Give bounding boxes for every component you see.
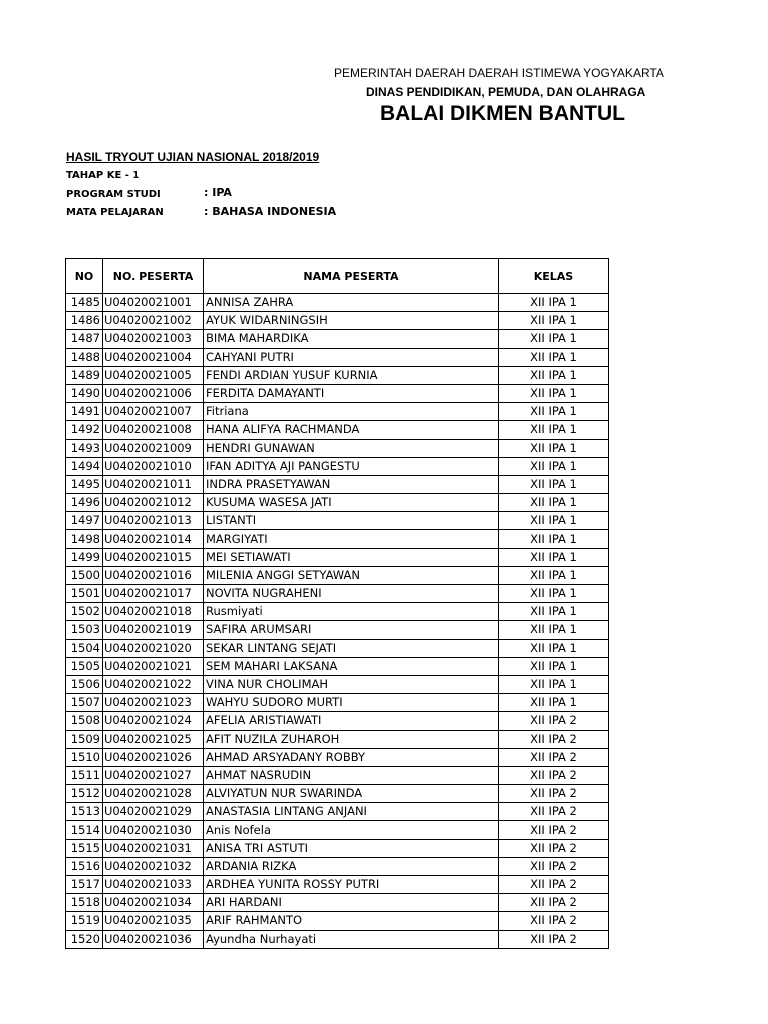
cell-no-peserta: U04020021028	[103, 785, 204, 803]
cell-kelas: XII IPA 2	[499, 748, 609, 766]
cell-nama-peserta: ARI HARDANI	[204, 894, 499, 912]
cell-nama-peserta: LISTANTI	[204, 512, 499, 530]
cell-no-peserta: U04020021029	[103, 803, 204, 821]
cell-kelas: XII IPA 1	[499, 457, 609, 475]
table-row	[66, 730, 609, 748]
cell-no-peserta: U04020021009	[103, 439, 204, 457]
cell-no-peserta: U04020021007	[103, 403, 204, 421]
cell-no: 1509	[66, 730, 103, 748]
cell-no: 1485	[66, 294, 103, 312]
cell-no: 1499	[66, 548, 103, 566]
cell-no-peserta: U04020021003	[103, 330, 204, 348]
cell-nama-peserta: MARGIYATI	[204, 530, 499, 548]
cell-no: 1503	[66, 621, 103, 639]
cell-kelas: XII IPA 2	[499, 857, 609, 875]
cell-no: 1513	[66, 803, 103, 821]
cell-no-peserta: U04020021004	[103, 348, 204, 366]
cell-kelas: XII IPA 1	[499, 675, 609, 693]
cell-no: 1489	[66, 366, 103, 384]
cell-nama-peserta: KUSUMA WASESA JATI	[204, 494, 499, 512]
cell-nama-peserta: AHMAD ARSYADANY ROBBY	[204, 748, 499, 766]
cell-no: 1506	[66, 675, 103, 693]
cell-no-peserta: U04020021025	[103, 730, 204, 748]
cell-kelas: XII IPA 1	[499, 621, 609, 639]
cell-no: 1488	[66, 348, 103, 366]
header-line-1-clip	[0, 66, 664, 84]
cell-no: 1490	[66, 384, 103, 402]
mapel-value: : BAHASA INDONESIA	[204, 205, 337, 218]
table-row	[66, 821, 609, 839]
cell-kelas: XII IPA 1	[499, 494, 609, 512]
cell-no: 1507	[66, 694, 103, 712]
cell-no: 1486	[66, 312, 103, 330]
cell-no-peserta: U04020021032	[103, 857, 204, 875]
cell-no: 1491	[66, 403, 103, 421]
cell-no: 1495	[66, 475, 103, 493]
table-row	[66, 512, 609, 530]
table-row	[66, 348, 609, 366]
cell-kelas: XII IPA 1	[499, 585, 609, 603]
cell-kelas: XII IPA 1	[499, 566, 609, 584]
col-header-no: NO	[66, 259, 103, 294]
cell-no: 1494	[66, 457, 103, 475]
cell-no-peserta: U04020021035	[103, 912, 204, 930]
cell-no: 1487	[66, 330, 103, 348]
cell-nama-peserta: VINA NUR CHOLIMAH	[204, 675, 499, 693]
cell-kelas: XII IPA 2	[499, 930, 609, 948]
cell-no: 1512	[66, 785, 103, 803]
cell-no-peserta: U04020021024	[103, 712, 204, 730]
cell-no-peserta: U04020021012	[103, 494, 204, 512]
col-header-kelas: KELAS	[499, 259, 609, 294]
cell-no-peserta: U04020021018	[103, 603, 204, 621]
table-row	[66, 912, 609, 930]
table-row	[66, 384, 609, 402]
cell-nama-peserta: IFAN ADITYA AJI PANGESTU	[204, 457, 499, 475]
program-value: : IPA	[204, 186, 232, 199]
table-row	[66, 766, 609, 784]
department-name: DINAS PENDIDIKAN, PEMUDA, DAN OLAHRAGA	[366, 85, 646, 99]
cell-nama-peserta: MILENIA ANGGI SETYAWAN	[204, 566, 499, 584]
cell-kelas: XII IPA 2	[499, 766, 609, 784]
cell-nama-peserta: SEM MAHARI LAKSANA	[204, 657, 499, 675]
cell-kelas: XII IPA 2	[499, 894, 609, 912]
cell-kelas: XII IPA 1	[499, 439, 609, 457]
cell-nama-peserta: AYUK WIDARNINGSIH	[204, 312, 499, 330]
table-row	[66, 403, 609, 421]
cell-no-peserta: U04020021026	[103, 748, 204, 766]
cell-kelas: XII IPA 2	[499, 876, 609, 894]
table-row	[66, 657, 609, 675]
cell-no-peserta: U04020021002	[103, 312, 204, 330]
cell-kelas: XII IPA 1	[499, 603, 609, 621]
cell-nama-peserta: Fitriana	[204, 403, 499, 421]
table-row	[66, 876, 609, 894]
program-label: PROGRAM STUDI	[66, 189, 161, 200]
cell-no: 1517	[66, 876, 103, 894]
col-header-nama-peserta: NAMA PESERTA	[204, 259, 499, 294]
table-row	[66, 294, 609, 312]
cell-kelas: XII IPA 1	[499, 639, 609, 657]
cell-kelas: XII IPA 2	[499, 912, 609, 930]
table-row	[66, 785, 609, 803]
cell-no-peserta: U04020021021	[103, 657, 204, 675]
cell-nama-peserta: MEI SETIAWATI	[204, 548, 499, 566]
cell-no-peserta: U04020021008	[103, 421, 204, 439]
table-row	[66, 548, 609, 566]
cell-no-peserta: U04020021030	[103, 821, 204, 839]
cell-no: 1518	[66, 894, 103, 912]
cell-no-peserta: U04020021001	[103, 294, 204, 312]
cell-nama-peserta: HANA ALIFYA RACHMANDA	[204, 421, 499, 439]
table-row	[66, 457, 609, 475]
header-line-2-clip	[0, 85, 646, 103]
table-row	[66, 566, 609, 584]
table-row	[66, 894, 609, 912]
cell-kelas: XII IPA 1	[499, 421, 609, 439]
report-title: HASIL TRYOUT UJIAN NASIONAL 2018/2019	[66, 150, 320, 164]
table-row	[66, 475, 609, 493]
cell-no: 1496	[66, 494, 103, 512]
cell-no: 1493	[66, 439, 103, 457]
cell-kelas: XII IPA 1	[499, 657, 609, 675]
cell-nama-peserta: ARIF RAHMANTO	[204, 912, 499, 930]
cell-no-peserta: U04020021006	[103, 384, 204, 402]
cell-kelas: XII IPA 2	[499, 712, 609, 730]
table-row	[66, 312, 609, 330]
cell-no-peserta: U04020021023	[103, 694, 204, 712]
cell-no-peserta: U04020021031	[103, 839, 204, 857]
cell-no: 1511	[66, 766, 103, 784]
table-row	[66, 857, 609, 875]
table-row	[66, 839, 609, 857]
cell-nama-peserta: HENDRI GUNAWAN	[204, 439, 499, 457]
cell-kelas: XII IPA 1	[499, 330, 609, 348]
cell-nama-peserta: ANISA TRI ASTUTI	[204, 839, 499, 857]
cell-nama-peserta: SEKAR LINTANG SEJATI	[204, 639, 499, 657]
cell-no: 1508	[66, 712, 103, 730]
office-name: BALAI DIKMEN BANTUL	[380, 102, 625, 125]
cell-no-peserta: U04020021027	[103, 766, 204, 784]
cell-no-peserta: U04020021034	[103, 894, 204, 912]
cell-no: 1497	[66, 512, 103, 530]
cell-no: 1510	[66, 748, 103, 766]
table-row	[66, 675, 609, 693]
cell-kelas: XII IPA 2	[499, 785, 609, 803]
cell-nama-peserta: INDRA PRASETYAWAN	[204, 475, 499, 493]
table-row	[66, 694, 609, 712]
cell-kelas: XII IPA 1	[499, 403, 609, 421]
header-line-3-clip	[0, 102, 625, 132]
cell-no-peserta: U04020021019	[103, 621, 204, 639]
cell-nama-peserta: ALVIYATUN NUR SWARINDA	[204, 785, 499, 803]
cell-no-peserta: U04020021022	[103, 675, 204, 693]
cell-nama-peserta: ANNISA ZAHRA	[204, 294, 499, 312]
cell-nama-peserta: NOVITA NUGRAHENI	[204, 585, 499, 603]
cell-nama-peserta: WAHYU SUDORO MURTI	[204, 694, 499, 712]
cell-no: 1502	[66, 603, 103, 621]
cell-kelas: XII IPA 1	[499, 294, 609, 312]
cell-no: 1501	[66, 585, 103, 603]
cell-nama-peserta: ARDHEA YUNITA ROSSY PUTRI	[204, 876, 499, 894]
cell-kelas: XII IPA 2	[499, 839, 609, 857]
cell-nama-peserta: AFELIA ARISTIAWATI	[204, 712, 499, 730]
table-row	[66, 748, 609, 766]
table-row	[66, 585, 609, 603]
government-name: PEMERINTAH DAERAH DAERAH ISTIMEWA YOGYAKARTA	[334, 66, 664, 80]
table-row	[66, 621, 609, 639]
cell-nama-peserta: SAFIRA ARUMSARI	[204, 621, 499, 639]
table-row	[66, 330, 609, 348]
cell-no-peserta: U04020021005	[103, 366, 204, 384]
cell-no-peserta: U04020021013	[103, 512, 204, 530]
cell-no: 1514	[66, 821, 103, 839]
table-row	[66, 930, 609, 948]
table-row	[66, 494, 609, 512]
cell-no: 1519	[66, 912, 103, 930]
cell-no: 1504	[66, 639, 103, 657]
cell-no-peserta: U04020021017	[103, 585, 204, 603]
cell-no-peserta: U04020021014	[103, 530, 204, 548]
cell-nama-peserta: Rusmiyati	[204, 603, 499, 621]
cell-no-peserta: U04020021011	[103, 475, 204, 493]
tahap-label: TAHAP KE - 1	[66, 170, 140, 181]
cell-no-peserta: U04020021016	[103, 566, 204, 584]
cell-nama-peserta: Ayundha Nurhayati	[204, 930, 499, 948]
cell-nama-peserta: FERDITA DAMAYANTI	[204, 384, 499, 402]
cell-no: 1492	[66, 421, 103, 439]
cell-nama-peserta: Anis Nofela	[204, 821, 499, 839]
cell-kelas: XII IPA 1	[499, 348, 609, 366]
cell-no-peserta: U04020021015	[103, 548, 204, 566]
cell-no: 1505	[66, 657, 103, 675]
cell-kelas: XII IPA 2	[499, 730, 609, 748]
cell-no: 1520	[66, 930, 103, 948]
cell-no: 1500	[66, 566, 103, 584]
cell-kelas: XII IPA 1	[499, 512, 609, 530]
table-row	[66, 530, 609, 548]
cell-no-peserta: U04020021020	[103, 639, 204, 657]
cell-no-peserta: U04020021010	[103, 457, 204, 475]
table-row	[66, 603, 609, 621]
table-row	[66, 639, 609, 657]
cell-kelas: XII IPA 1	[499, 694, 609, 712]
cell-no: 1515	[66, 839, 103, 857]
cell-nama-peserta: ARDANIA RIZKA	[204, 857, 499, 875]
cell-nama-peserta: AHMAT NASRUDIN	[204, 766, 499, 784]
table-row	[66, 712, 609, 730]
cell-nama-peserta: FENDI ARDIAN YUSUF KURNIA	[204, 366, 499, 384]
cell-nama-peserta: AFIT NUZILA ZUHAROH	[204, 730, 499, 748]
table-row	[66, 366, 609, 384]
cell-kelas: XII IPA 1	[499, 366, 609, 384]
table-row	[66, 439, 609, 457]
mapel-label: MATA PELAJARAN	[66, 207, 164, 218]
col-header-no-peserta: NO. PESERTA	[103, 259, 204, 294]
cell-no-peserta: U04020021033	[103, 876, 204, 894]
cell-kelas: XII IPA 1	[499, 530, 609, 548]
cell-kelas: XII IPA 1	[499, 384, 609, 402]
cell-no-peserta: U04020021036	[103, 930, 204, 948]
cell-kelas: XII IPA 1	[499, 312, 609, 330]
cell-nama-peserta: CAHYANI PUTRI	[204, 348, 499, 366]
cell-kelas: XII IPA 1	[499, 475, 609, 493]
table-row	[66, 421, 609, 439]
cell-nama-peserta: BIMA MAHARDIKA	[204, 330, 499, 348]
cell-kelas: XII IPA 1	[499, 548, 609, 566]
participant-table	[65, 258, 609, 949]
cell-kelas: XII IPA 2	[499, 803, 609, 821]
cell-kelas: XII IPA 2	[499, 821, 609, 839]
table-row	[66, 803, 609, 821]
cell-nama-peserta: ANASTASIA LINTANG ANJANI	[204, 803, 499, 821]
table-header-row	[66, 259, 609, 294]
cell-no: 1498	[66, 530, 103, 548]
cell-no: 1516	[66, 857, 103, 875]
